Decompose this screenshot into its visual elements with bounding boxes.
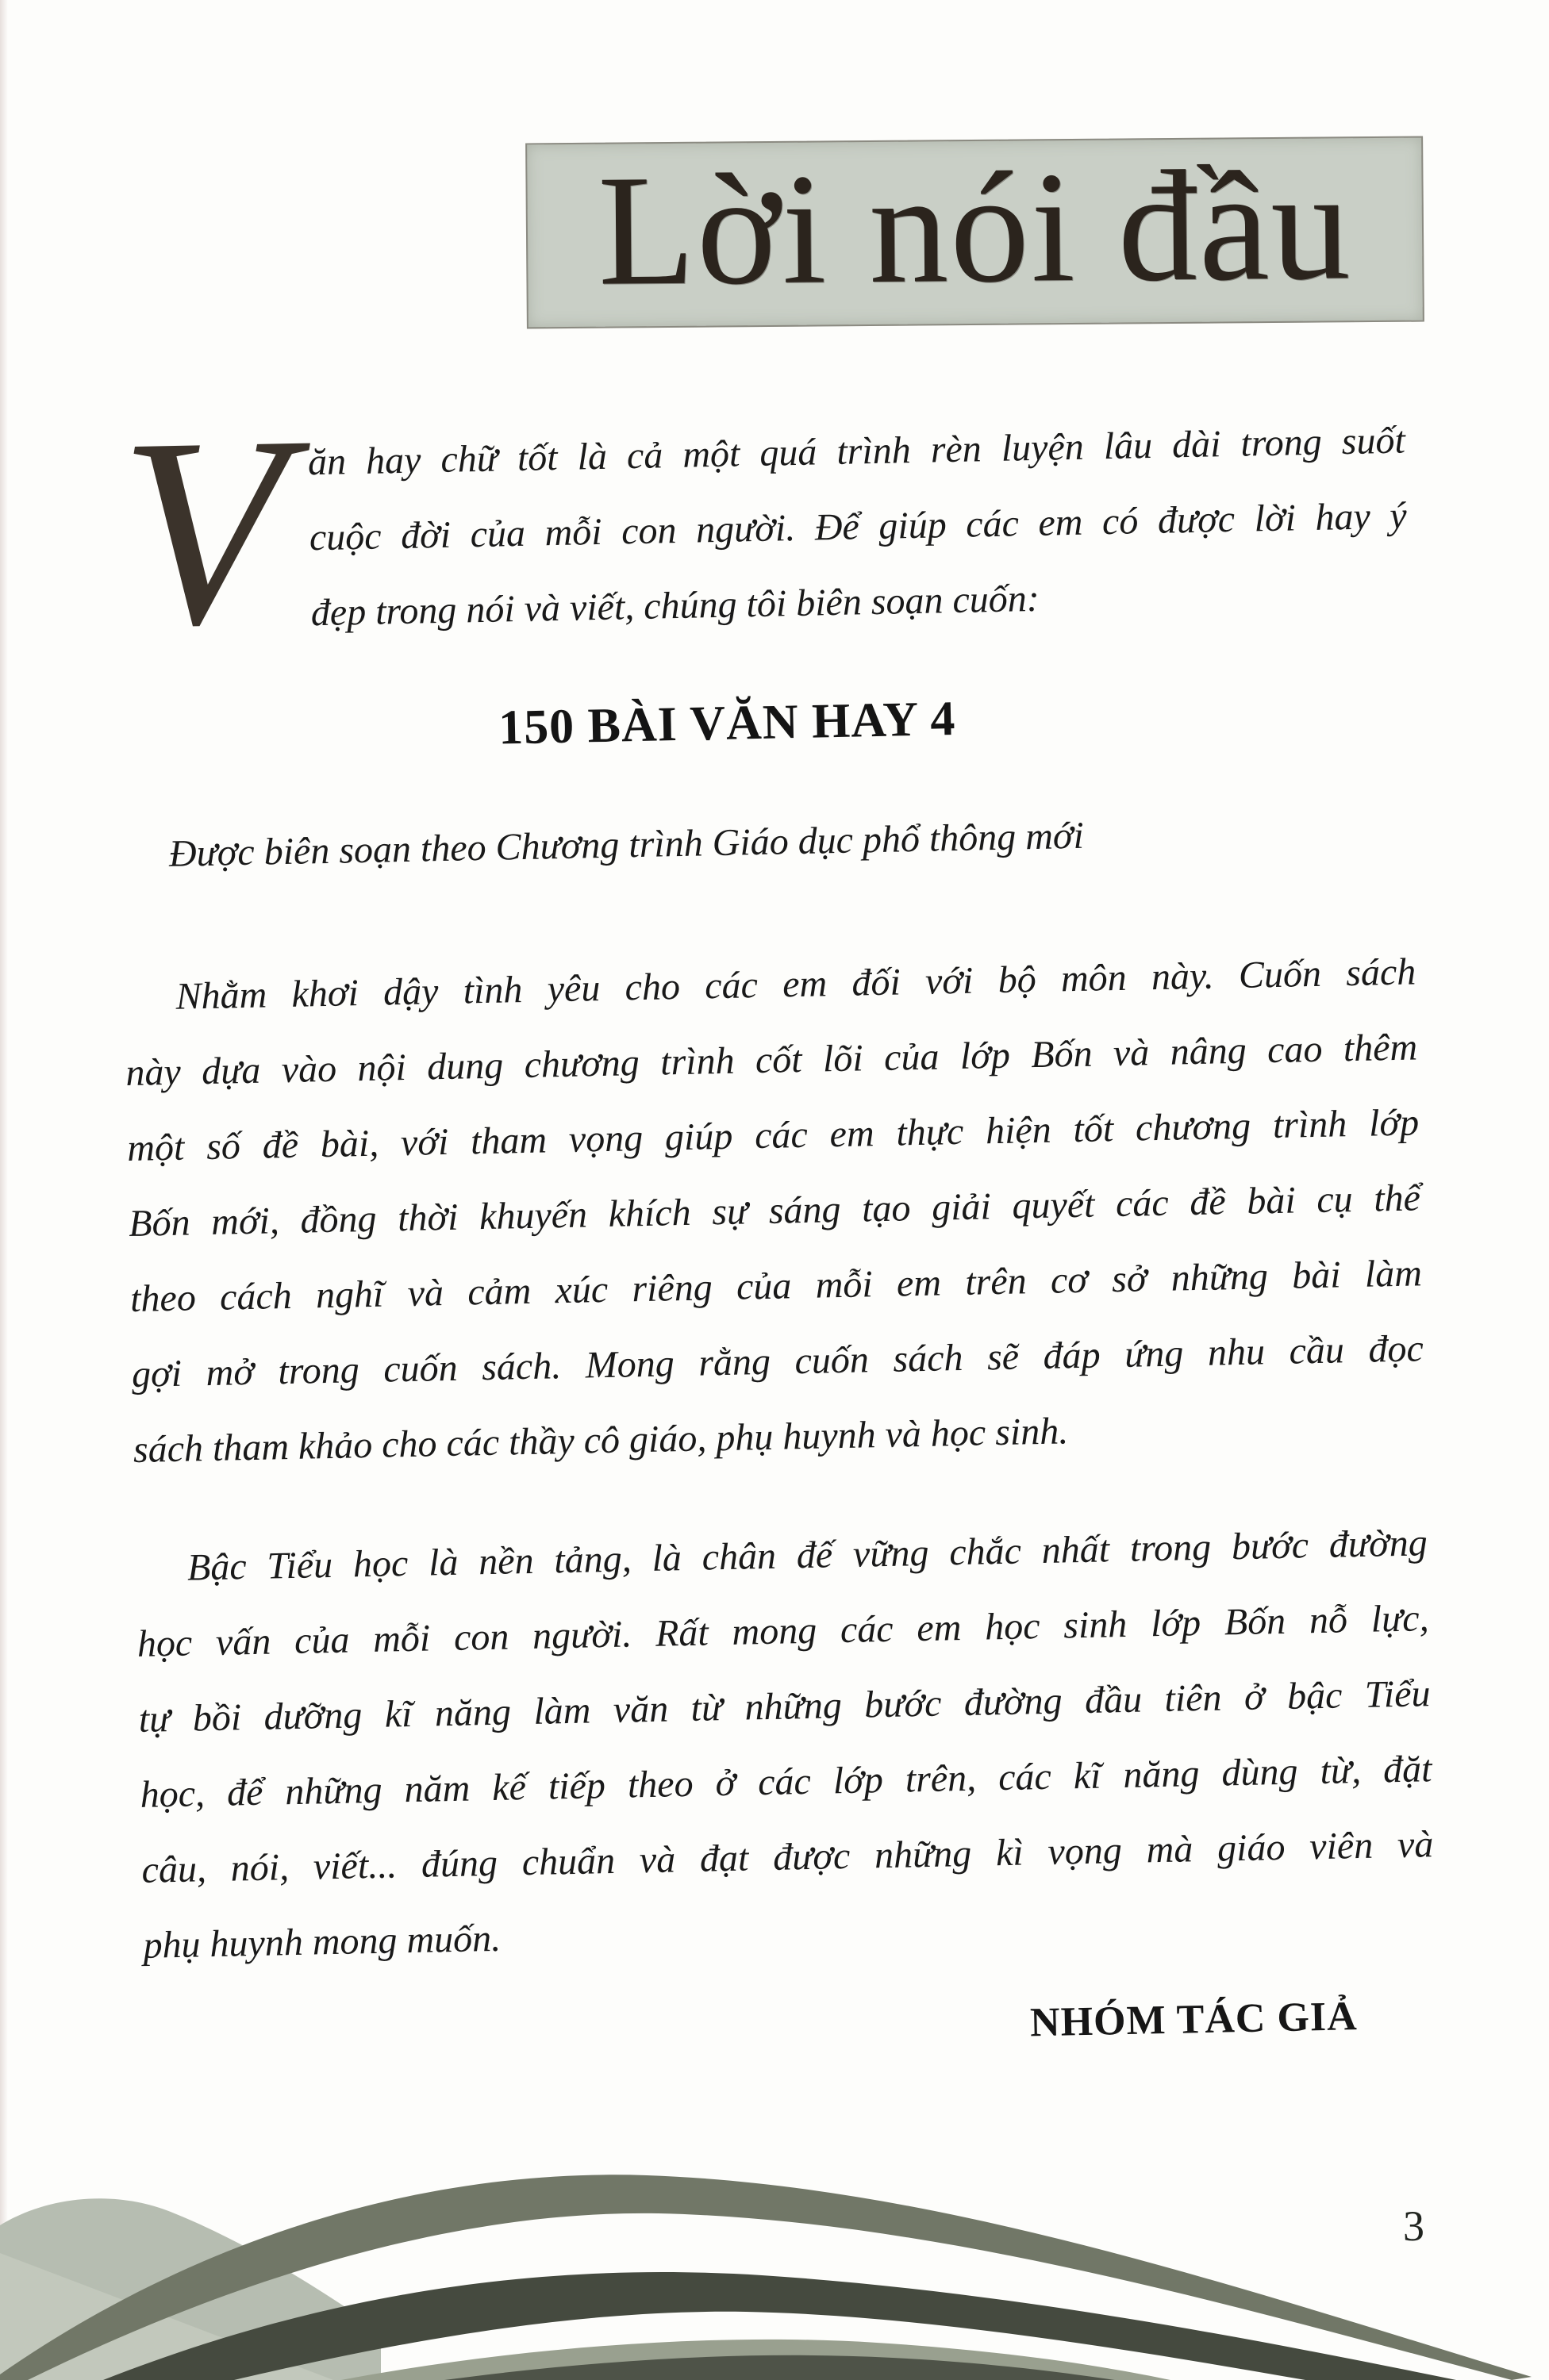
preface-title: Lời nói đầu <box>597 137 1353 319</box>
book-title: 150 BÀI VĂN HAY 4 <box>498 691 956 755</box>
text-line: ăn hay chữ tốt là cả một quá trình rèn luyện lâu dài trong suốt <box>307 419 1406 484</box>
drop-cap: V <box>117 379 290 682</box>
decorative-swoosh <box>0 2118 1549 2380</box>
text-line: gợi mở trong cuốn sách. Mong rằng cuốn sách sẽ đáp ứng nhu cầu đọc <box>131 1327 1424 1395</box>
text-line: này dựa vào nội dung chương trình cốt lõi của lớp Bốn và nâng cao thêm <box>125 1026 1418 1095</box>
book-subtitle: Được biên soạn theo Chương trình Giáo dục phổ thông mới <box>168 814 1085 875</box>
intro-paragraph <box>113 379 1409 682</box>
preface-banner <box>525 136 1424 329</box>
text-line: phụ huynh mong muốn. <box>142 1917 502 1967</box>
body-paragraph-1 <box>124 934 1426 1488</box>
text-line: học vấn của mỗi con người. Rất mong các em học sinh lớp Bốn nỗ lực, <box>136 1597 1430 1665</box>
text-line: tự bồi dưỡng kĩ năng làm văn từ những bước đường đầu tiên ở bậc Tiểu <box>138 1672 1431 1741</box>
scan-edge-artifact <box>0 0 8 2380</box>
text-line: theo cách nghĩ và cảm xúc riêng của mỗi em trên cơ sở những bài làm <box>129 1252 1423 1320</box>
text-line: Bốn mới, đồng thời khuyến khích sự sáng tạo giải quyết các đề bài cụ thể <box>128 1177 1421 1246</box>
text-line: Nhằm khơi dậy tình yêu cho các em đối với bộ môn này. Cuốn sách <box>175 950 1416 1018</box>
text-line: học, để những năm kế tiếp theo ở các lớp trên, các kĩ năng dùng từ, đặt <box>140 1748 1432 1816</box>
author-signature: NHÓM TÁC GIẢ <box>1029 1994 1359 2046</box>
text-line: một số đề bài, với tham vọng giúp các em thực hiện tốt chương trình lớp <box>126 1101 1420 1170</box>
page-number: 3 <box>1403 2202 1424 2250</box>
text-line: đẹp trong nói và viết, chúng tôi biên soạn cuốn: <box>310 577 1040 635</box>
body-paragraph-2 <box>135 1505 1436 1983</box>
preface-content <box>113 379 1437 2079</box>
text-line: cuộc đời của mỗi con người. Để giúp các em có được lời hay ý <box>309 494 1408 559</box>
text-line: câu, nói, viết... đúng chuẩn và đạt được những kì vọng mà giáo viên và <box>141 1823 1434 1891</box>
text-line: Bậc Tiểu học là nền tảng, là chân đế vững chắc nhất trong bước đường <box>186 1522 1428 1589</box>
text-line: sách tham khảo cho các thầy cô giáo, phụ huynh và học sinh. <box>133 1410 1069 1471</box>
